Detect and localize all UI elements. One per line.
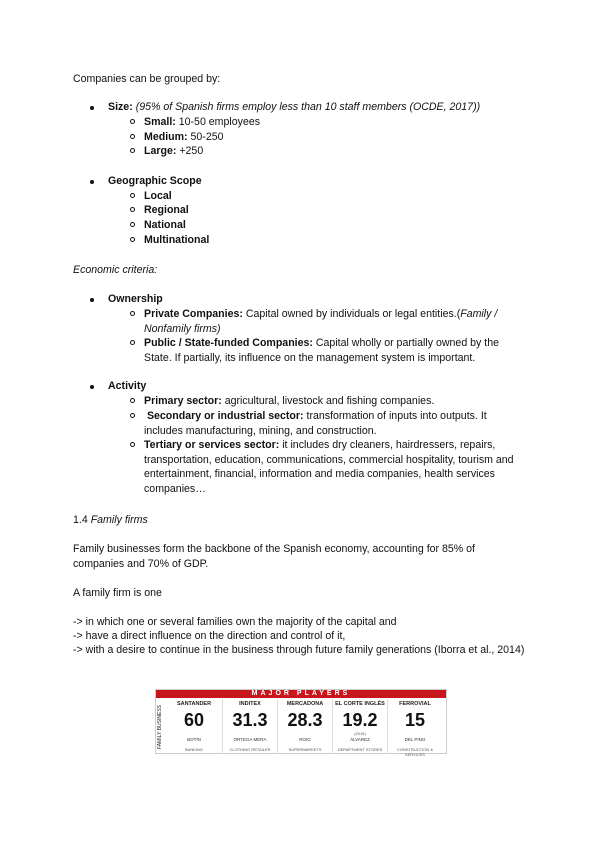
size-item-large: Large: +250 bbox=[144, 145, 204, 157]
player-column bbox=[387, 699, 442, 757]
circle-bullet-icon bbox=[130, 193, 135, 198]
size-item-small: Small: 10-50 employees bbox=[144, 116, 261, 128]
player-value: 19.2 bbox=[342, 710, 378, 730]
player-sector: SUPERMARKETS bbox=[288, 747, 322, 752]
circle-bullet-icon bbox=[130, 134, 135, 139]
player-value: 15 bbox=[404, 710, 426, 730]
bullet-icon bbox=[90, 385, 94, 389]
activity-secondary: Secondary or industrial sector: transformation of inputs into outputs. It includes manufacturing, mining, and construction. bbox=[144, 410, 487, 437]
player-owner: BOTÍN bbox=[187, 737, 201, 742]
scope-item: Local bbox=[144, 190, 172, 202]
intro-text: Companies can be grouped by: bbox=[73, 73, 221, 85]
size-item-medium: Medium: 50-250 bbox=[144, 131, 224, 143]
player-sector: CONSTRUCTION & SERVICES bbox=[397, 747, 433, 757]
family-firm-definition-intro: A family firm is one bbox=[73, 587, 162, 599]
major-players-side-label: FAMILY BUSINESS bbox=[157, 705, 163, 749]
ownership-private: Private Companies: Capital owned by individuals or legal entities.(Family / Nonfamily firms) bbox=[144, 308, 498, 335]
player-sector: DEPARTMENT STORES bbox=[337, 747, 383, 752]
ownership-heading: Ownership bbox=[108, 293, 163, 305]
major-players-infographic bbox=[155, 689, 447, 757]
player-sector: BANKING bbox=[184, 747, 203, 752]
definition-point: -> with a desire to continue in the business through future family generations (Iborra et al., 2014) bbox=[73, 644, 525, 656]
player-column bbox=[277, 699, 332, 754]
player-name: FERROVIAL bbox=[399, 701, 431, 707]
circle-bullet-icon bbox=[130, 413, 135, 418]
definition-point: -> have a direct influence on the direction and control of it, bbox=[73, 630, 346, 642]
section-heading: 1.4 Family firms bbox=[73, 514, 148, 526]
player-name: INDITEX bbox=[239, 701, 261, 707]
major-players-title: MAJOR PLAYERS bbox=[156, 690, 446, 698]
player-name: SANTANDER bbox=[176, 701, 212, 707]
circle-bullet-icon bbox=[130, 148, 135, 153]
size-label: Size: bbox=[108, 101, 133, 113]
circle-bullet-icon bbox=[130, 340, 135, 345]
bullet-icon bbox=[90, 298, 94, 302]
player-unit bbox=[167, 731, 221, 735]
player-owner: ROIG bbox=[299, 737, 311, 742]
player-unit bbox=[388, 731, 442, 735]
size-note: (95% of Spanish firms employ less than 10 staff members (OCDE, 2017)) bbox=[135, 101, 481, 113]
player-value: 28.3 bbox=[287, 710, 323, 730]
activity-primary: Primary sector: agricultural, livestock and fishing companies. bbox=[144, 395, 435, 407]
player-unit: (2016) bbox=[354, 731, 366, 736]
player-column bbox=[167, 699, 221, 754]
player-owner: ÁLVAREZ bbox=[350, 737, 370, 742]
player-sector: CLOTHING RETAILER bbox=[229, 747, 271, 752]
circle-bullet-icon bbox=[130, 237, 135, 242]
circle-bullet-icon bbox=[130, 222, 135, 227]
circle-bullet-icon bbox=[130, 398, 135, 403]
activity-heading: Activity bbox=[108, 380, 147, 392]
player-column bbox=[332, 699, 387, 754]
player-name: MERCADONA bbox=[286, 701, 324, 707]
player-value: 60 bbox=[183, 710, 205, 730]
circle-bullet-icon bbox=[130, 119, 135, 124]
scope-item: National bbox=[144, 219, 186, 231]
player-value: 31.3 bbox=[232, 710, 268, 730]
bullet-icon bbox=[90, 106, 94, 110]
scope-heading: Geographic Scope bbox=[108, 175, 202, 187]
circle-bullet-icon bbox=[130, 442, 135, 447]
size-heading bbox=[108, 100, 480, 114]
player-unit bbox=[278, 731, 332, 735]
activity-tertiary: Tertiary or services sector: it includes dry cleaners, hairdressers, repairs, transportation, education, communications, commercial hospitality, tourism and entertainment, financial, information and media companies, health services companies… bbox=[144, 439, 514, 495]
player-column bbox=[222, 699, 277, 754]
circle-bullet-icon bbox=[130, 207, 135, 212]
player-owner: ORTEGA MERA bbox=[233, 737, 267, 742]
family-business-paragraph: Family businesses form the backbone of the Spanish economy, accounting for 85% of companies and 70% of GDP. bbox=[73, 543, 475, 570]
definition-point: -> in which one or several families own the majority of the capital and bbox=[73, 616, 397, 628]
player-name: EL CORTE INGLÉS bbox=[335, 701, 385, 707]
player-owner: DEL PINO bbox=[404, 737, 426, 742]
bullet-icon bbox=[90, 180, 94, 184]
scope-item: Regional bbox=[144, 204, 189, 216]
economic-criteria-heading: Economic criteria: bbox=[73, 264, 158, 276]
scope-item: Multinational bbox=[144, 234, 210, 246]
circle-bullet-icon bbox=[130, 311, 135, 316]
ownership-public: Public / State-funded Companies: Capital wholly or partially owned by the State. If partially, its influence on the management system is important. bbox=[144, 337, 500, 364]
player-unit bbox=[223, 731, 277, 735]
